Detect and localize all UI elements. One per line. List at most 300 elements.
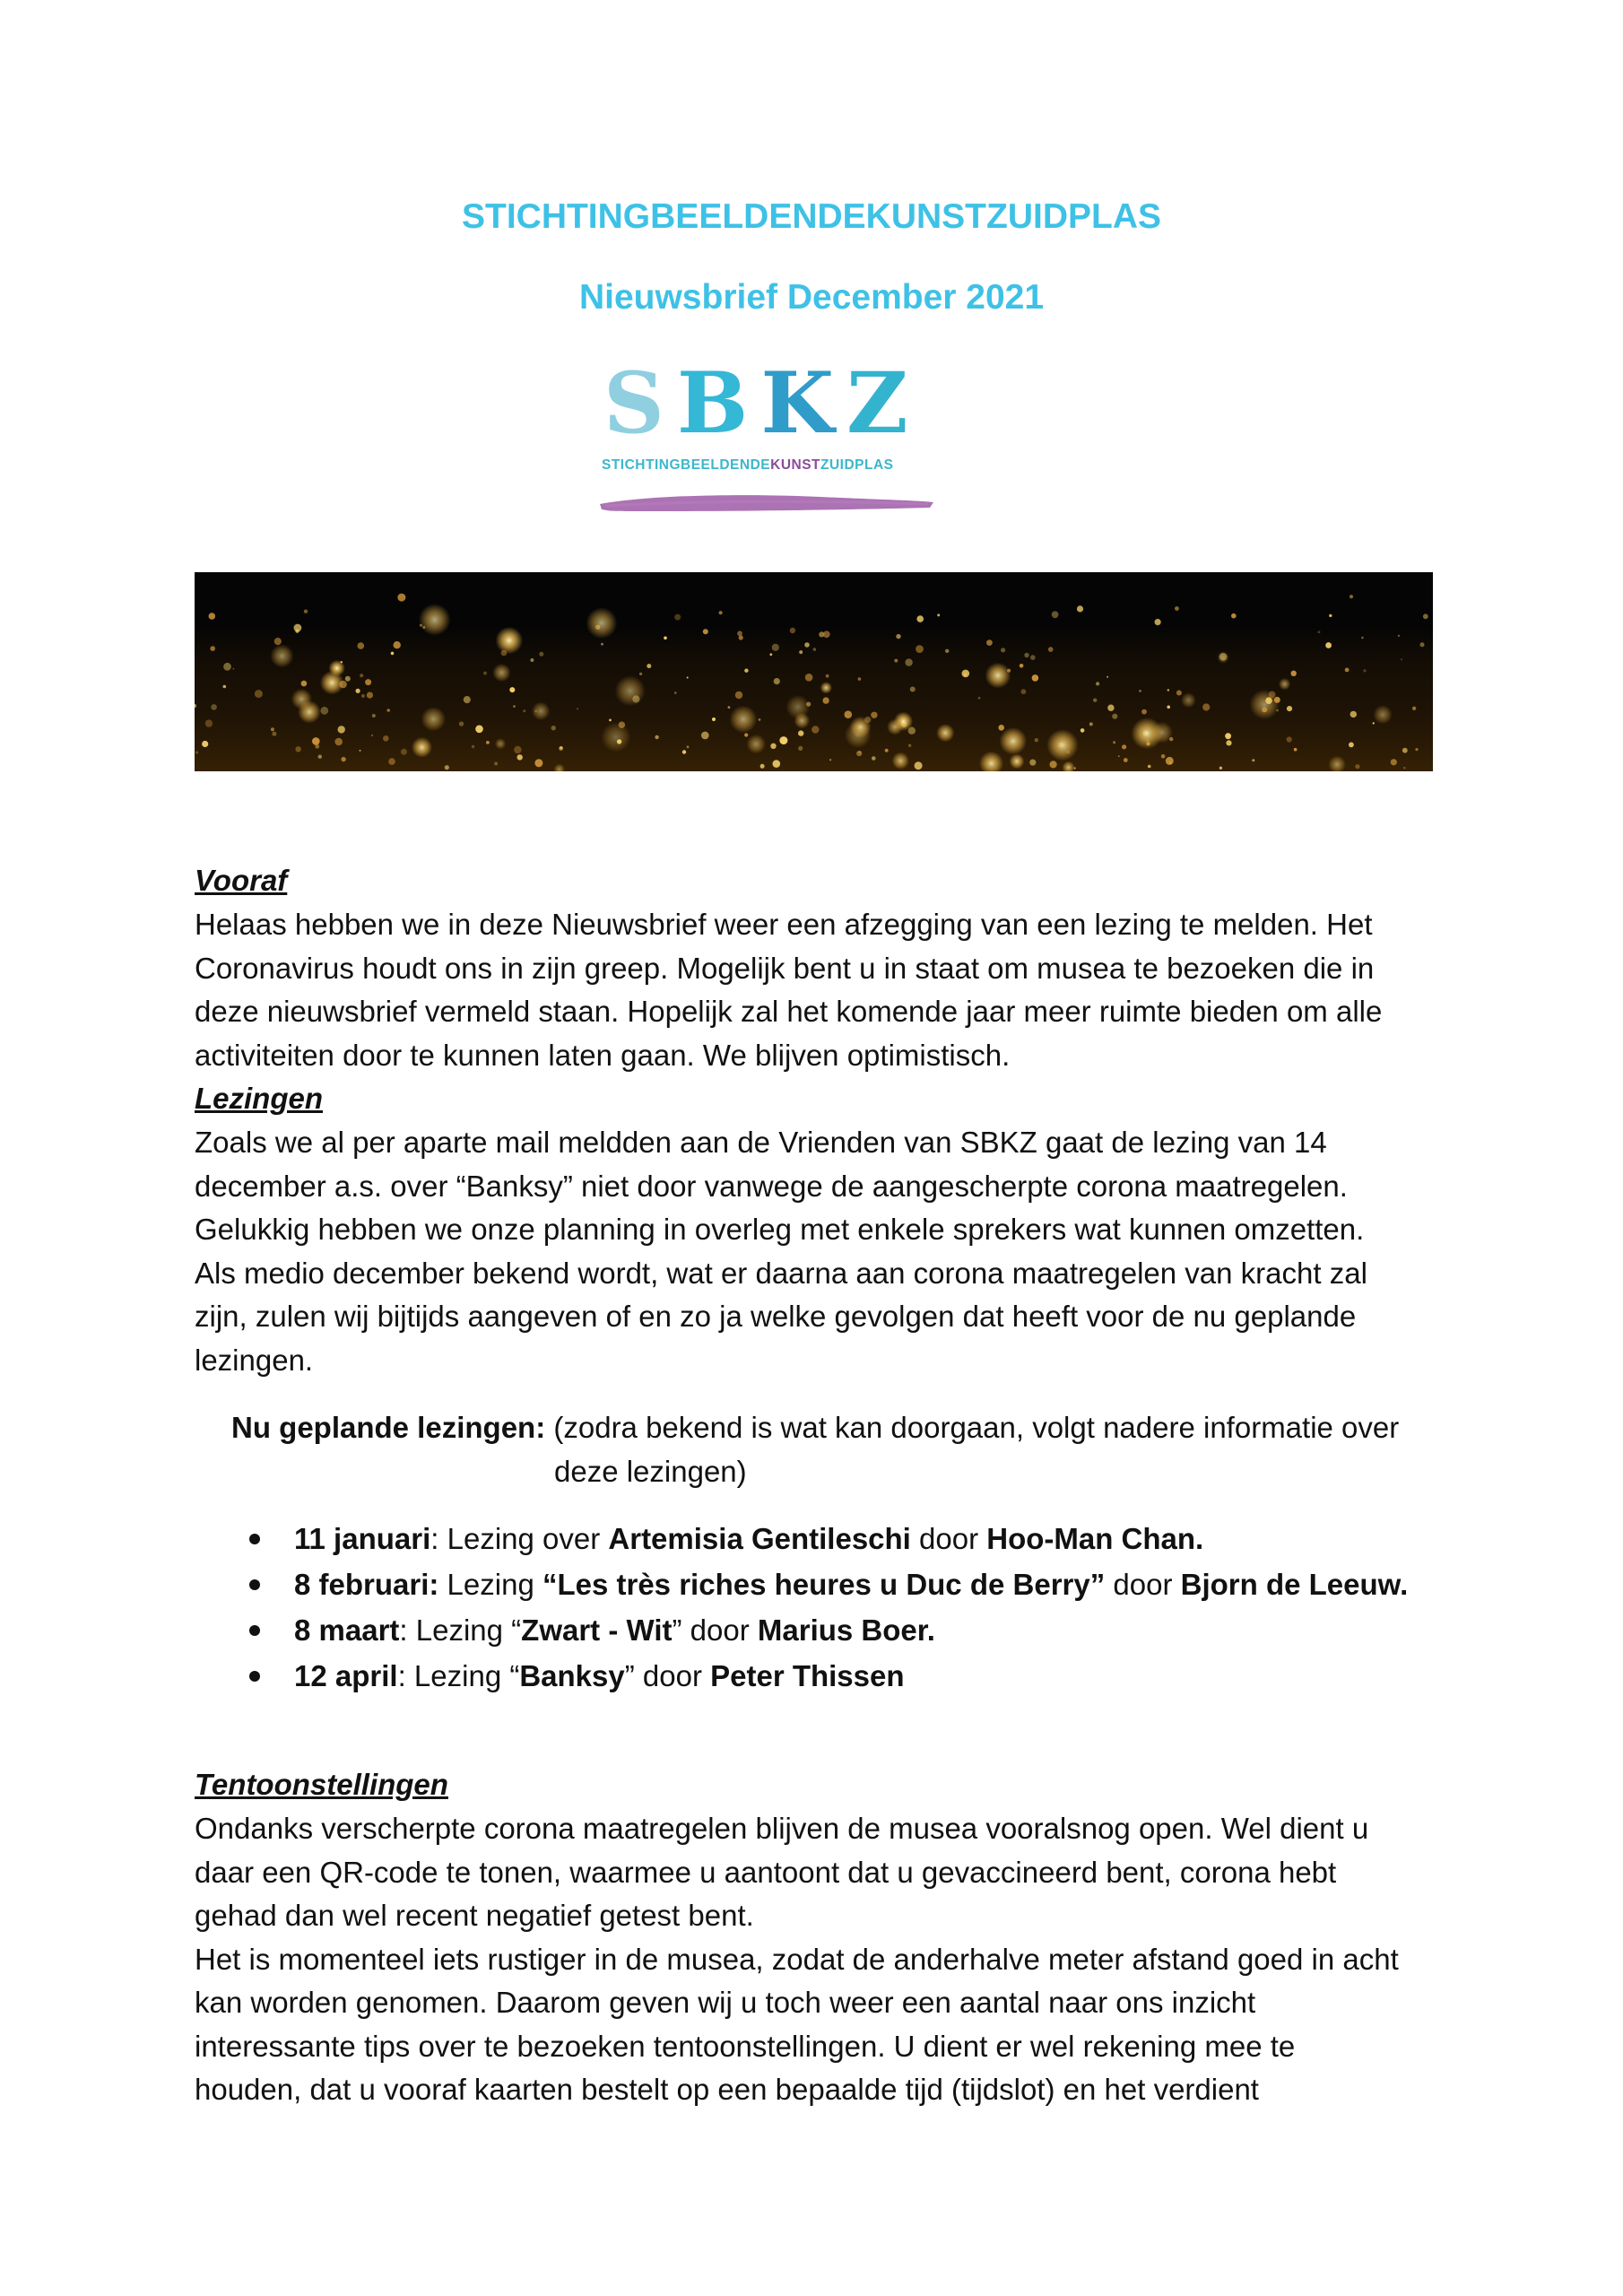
lecture-door: ” door: [672, 1613, 758, 1647]
lecture-speaker: Marius Boer.: [757, 1613, 935, 1647]
sparkle-dot: [910, 687, 916, 692]
sparkle-dot: [1032, 674, 1039, 682]
sparkle-dot: [1089, 722, 1093, 726]
sparkle-dot: [1169, 737, 1173, 741]
lecture-door: door: [1105, 1568, 1181, 1601]
sparkle-dot: [632, 695, 639, 702]
sparkle-dot: [735, 691, 742, 699]
sparkle-dot: [274, 638, 282, 645]
sparkle-dot: [1052, 611, 1059, 618]
sparkle-dot: [937, 613, 940, 616]
sparkle-dot: [1363, 669, 1366, 672]
sparkle-dot: [964, 674, 967, 676]
sparkle-dot: [945, 649, 949, 653]
sparkle-dot: [401, 749, 407, 755]
sparkle-dot: [1048, 647, 1054, 652]
lecture-title: Artemisia Gentileschi: [608, 1522, 911, 1555]
sparkle-dot: [804, 642, 810, 648]
sparkle-dot: [1050, 761, 1057, 768]
sparkle-dot: [1202, 703, 1210, 710]
sparkle-dot: [845, 710, 853, 718]
sparkle-dot: [1219, 653, 1228, 661]
lecture-prefix: Lezing: [447, 1568, 542, 1601]
sparkle-dot: [687, 745, 690, 748]
sparkle-dot: [223, 663, 231, 671]
sparkle-dot: [978, 697, 981, 700]
sparkle-dot: [338, 726, 345, 733]
sparkle-dot: [774, 678, 780, 684]
sparkle-dot: [372, 714, 376, 718]
sparkle-dot: [936, 724, 954, 742]
lecture-separator: :: [397, 1659, 414, 1692]
sparkle-banner-image: [195, 572, 1433, 771]
sparkle-dot: [905, 658, 912, 665]
sparkle-dot: [534, 710, 537, 713]
lecture-prefix: Lezing “: [413, 1659, 520, 1692]
paragraph-line: daar een QR-code te tonen, waarmee u aantoont dat u gevaccineerd bent, corona hebt: [195, 1855, 1337, 1889]
sparkle-dot: [586, 607, 617, 639]
sparkle-dot: [805, 674, 813, 682]
logo-letter-b: B: [676, 354, 761, 453]
sparkle-dot: [394, 641, 401, 648]
sparkle-dot: [1420, 642, 1425, 647]
sparkle-dot: [1077, 605, 1083, 612]
sparkle-dot: [1279, 678, 1290, 690]
sparkle-dot: [1081, 728, 1085, 733]
paragraph-line: Het is momenteel iets rustiger in de musea, zodat de anderhalve meter afstand goed in acht: [195, 1942, 1399, 1976]
sparkle-dot: [421, 707, 446, 731]
planned-lectures-note: (zodra bekend is wat kan doorgaan, volgt nadere informatie over: [545, 1411, 1400, 1444]
sparkle-dot: [703, 629, 708, 634]
sparkle-dot: [301, 681, 308, 687]
sparkle-dot: [779, 736, 787, 744]
sparkle-dot: [615, 675, 646, 706]
bullet-icon: [249, 1534, 260, 1544]
sparkle-dot: [315, 744, 319, 749]
sparkle-dot: [701, 732, 709, 740]
sparkle-dot: [826, 674, 829, 678]
sparkle-dot: [1262, 707, 1267, 712]
sparkle-dot: [209, 613, 216, 620]
lecture-speaker: Bjorn de Leeuw.: [1180, 1568, 1409, 1601]
sparkle-dot: [312, 737, 320, 745]
planned-lectures-label: Nu geplande lezingen:: [231, 1411, 546, 1444]
sparkle-dot: [1122, 744, 1126, 749]
sparkle-dot: [719, 611, 723, 614]
sparkle-dot: [1035, 738, 1038, 742]
sparkle-dot: [1000, 727, 1028, 755]
sparkle-dot: [412, 737, 432, 758]
sparkle-dot: [1317, 631, 1320, 633]
sparkle-dot: [361, 694, 365, 698]
sparkle-dot: [823, 631, 830, 638]
sparkle-dot: [486, 741, 490, 744]
sparkle-dot: [496, 627, 524, 655]
sparkle-dot: [270, 644, 293, 667]
sparkle-dot: [746, 735, 766, 754]
sparkle-dot: [464, 696, 471, 703]
sparkle-dot: [773, 760, 781, 768]
sparkle-dot: [712, 718, 716, 721]
logo-brush-stroke: [596, 490, 937, 517]
sparkle-dot: [798, 730, 803, 735]
logo-letter-k: K: [760, 354, 847, 453]
sparkle-dot: [1361, 637, 1364, 639]
section-heading-lezingen: Lezingen: [195, 1082, 324, 1115]
sparkle-dot: [908, 744, 911, 747]
sparkle-dot: [1176, 691, 1182, 696]
paragraph-line: Helaas hebben we in deze Nieuwsbrief weer een afzegging van een lezing te melden. Het: [195, 908, 1373, 941]
sparkle-dot: [1415, 748, 1418, 751]
sparkle-dot: [871, 712, 877, 718]
sparkle-dot: [639, 673, 642, 675]
lecture-title: Banksy: [519, 1659, 625, 1692]
sparkle-dot: [916, 645, 924, 653]
sparkle-dot: [223, 685, 227, 689]
sparkle-dot: [356, 689, 360, 693]
sparkle-dot: [232, 668, 234, 670]
planned-lectures-intro: [231, 1406, 1399, 1450]
sparkle-dot: [530, 658, 534, 662]
paragraph-line: zijn, zulen wij bijtijds aangeven of en zo ja welke gevolgen dat heeft voor de nu geplande: [195, 1300, 1357, 1333]
sparkle-dot: [539, 652, 543, 657]
paragraph-line: Als medio december bekend wordt, wat er daarna aan corona maatregelen van kracht zal: [195, 1256, 1367, 1290]
sparkle-dot: [210, 646, 215, 651]
lecture-date: 8 februari:: [294, 1568, 439, 1601]
sparkle-dot: [916, 615, 924, 622]
newsletter-organization-title: STICHTINGBEELDENDEKUNSTZUIDPLAS: [461, 197, 1162, 236]
sparkle-dot: [744, 669, 748, 673]
lecture-date: 11 januari: [294, 1522, 431, 1555]
sparkle-dot: [894, 659, 898, 663]
sparkle-dot: [1074, 767, 1076, 769]
sparkle-dot: [1345, 668, 1350, 673]
sparkle-dot: [829, 759, 831, 761]
sparkle-dot: [1118, 755, 1120, 757]
lecture-separator: :: [430, 1522, 447, 1555]
planned-lectures-list: [242, 1516, 1408, 1699]
bullet-icon: [249, 1671, 260, 1682]
sparkle-dot: [388, 758, 395, 765]
sparkle-dot: [682, 750, 686, 753]
logo-caption-part2: KUNST: [770, 457, 821, 473]
sparkle-dot: [894, 712, 913, 731]
sparkle-dot: [1350, 711, 1357, 718]
sparkle-dot: [785, 695, 810, 719]
sparkle-dot: [674, 614, 681, 621]
sparkle-dot: [1167, 706, 1170, 709]
sparkle-dot: [1252, 759, 1254, 761]
paragraph-line: houden, dat u vooraf kaarten bestelt op een bepaalde tijd (tijdslot) en het verdient: [195, 2073, 1259, 2106]
lecture-prefix: Lezing over: [447, 1522, 609, 1555]
paragraph-line: Ondanks verscherpte corona maatregelen blijven de musea vooralsnog open. Wel dient u: [195, 1812, 1369, 1845]
sparkle-dot: [294, 624, 302, 632]
sparkle-dot: [1398, 635, 1400, 637]
sparkle-dot: [195, 751, 198, 753]
sparkle-dot: [1373, 722, 1375, 724]
sparkle-dot: [397, 594, 405, 602]
sparkle-dot: [1141, 709, 1147, 715]
logo-caption-part3: ZUIDPLAS: [820, 457, 894, 473]
sparkle-dot: [1029, 760, 1036, 766]
sparkle-dot: [760, 764, 765, 769]
sparkle-dot: [1265, 697, 1272, 704]
paragraph-line: lezingen.: [195, 1343, 314, 1377]
sparkle-dot: [577, 708, 578, 709]
sparkle-dot: [655, 735, 658, 739]
planned-lectures-note-continued: deze lezingen): [554, 1455, 747, 1488]
sparkle-dot: [1350, 595, 1353, 598]
sparkle-dot: [1155, 619, 1161, 625]
sparkle-dot: [367, 692, 373, 699]
sparkle-dot: [759, 718, 761, 721]
sparkle-dot: [1325, 642, 1332, 648]
sparkle-dot: [320, 671, 344, 695]
sparkle-dot: [445, 765, 449, 770]
sparkle-dot: [856, 751, 862, 756]
sparkle-dot: [820, 682, 832, 693]
sparkle-banner-graphic: [195, 572, 1433, 771]
sparkle-dot: [459, 721, 464, 726]
lecture-prefix: Lezing “: [415, 1613, 522, 1647]
list-item: [242, 1653, 1408, 1699]
sparkle-dot: [619, 722, 625, 728]
sparkle-dot: [1423, 613, 1428, 619]
sparkle-dot: [1287, 706, 1292, 711]
sparkle-dot: [1329, 614, 1332, 617]
sparkle-dot: [985, 663, 1011, 689]
sparkle-dot: [822, 697, 829, 703]
sparkle-dot: [1147, 740, 1149, 742]
sparkle-dot: [1139, 690, 1141, 692]
sparkle-dot: [472, 745, 474, 748]
paragraph-vooraf: [195, 903, 1445, 1077]
sparkle-dot: [1058, 743, 1063, 748]
sparkle-dot: [858, 677, 862, 681]
sparkle-dot: [872, 756, 876, 761]
sparkle-dot: [334, 738, 343, 746]
sparkle-dot: [998, 725, 1004, 731]
paragraph-line: deze nieuwsbrief vermeld staan. Hopelijk zal het komende jaar meer ruimte bieden om alle: [195, 995, 1383, 1028]
lecture-title: Zwart - Wit: [521, 1613, 673, 1647]
lecture-separator: [438, 1568, 447, 1601]
sparkle-dot: [492, 664, 510, 682]
sparkle-dot: [360, 750, 361, 752]
sparkle-dot: [1020, 664, 1024, 668]
lecture-date: 12 april: [294, 1659, 398, 1692]
newsletter-edition-title: Nieuwsbrief December 2021: [578, 278, 1045, 317]
sparkle-dot: [475, 726, 483, 734]
list-item: [242, 1607, 1408, 1653]
sparkle-dot: [986, 639, 993, 646]
sparkle-dot: [1175, 606, 1179, 611]
sparkle-dot: [345, 676, 351, 682]
sparkle-dot: [383, 735, 389, 742]
sparkle-dot: [1373, 705, 1392, 724]
list-item: [242, 1516, 1408, 1561]
paragraph-line: december a.s. over “Banksy” niet door vanwege de aangescherpte corona maatregelen.: [195, 1169, 1348, 1203]
sparkle-dot: [1402, 748, 1408, 753]
list-item: [242, 1561, 1408, 1607]
sparkle-dot: [202, 741, 208, 747]
sparkle-dot: [674, 691, 677, 694]
sparkle-dot: [601, 643, 603, 646]
paragraph-line: gehad dan wel recent negatief getest bent.: [195, 1899, 754, 1932]
sparkle-dot: [1403, 767, 1405, 769]
sparkle-dot: [1225, 733, 1231, 739]
sparkle-dot: [358, 642, 365, 649]
sparkle-dot: [1148, 765, 1151, 769]
sparkle-dot: [391, 652, 395, 656]
sparkle-dot: [601, 722, 630, 752]
sparkle-dot: [422, 626, 425, 629]
sparkle-dot: [1107, 705, 1114, 711]
sparkle-dot: [514, 746, 521, 753]
sparkle-dot: [1349, 743, 1354, 748]
logo-letter-z: Z: [846, 354, 921, 453]
sparkle-dot: [790, 628, 795, 633]
sparkle-dot: [769, 653, 772, 656]
sparkle-dot: [1287, 736, 1292, 742]
sparkle-dot: [1226, 740, 1231, 745]
paragraph-line: Zoals we al per aparte mail meldden aan de Vrienden van SBKZ gaat de lezing van 14: [195, 1126, 1327, 1159]
sparkle-dot: [813, 648, 817, 651]
sparkle-dot: [896, 634, 900, 639]
sparkle-dot: [1093, 699, 1097, 702]
paragraph-line: interessante tips over te bezoeken tentoonstellingen. U dient er wel rekening mee te: [195, 2029, 1296, 2063]
sparkle-dot: [1181, 692, 1196, 708]
sparkle-dot: [728, 706, 731, 709]
sparkle-dot: [687, 677, 689, 679]
sparkle-dot: [1161, 754, 1166, 759]
section-heading-tentoonstellingen: Tentoonstellingen: [195, 1768, 448, 1801]
sparkle-dot: [1066, 751, 1070, 754]
sparkle-dot: [647, 664, 651, 668]
paragraph-tentoonstellingen: [195, 1807, 1445, 2112]
sparkle-dot: [523, 709, 525, 712]
sparkle-dot: [320, 707, 328, 715]
sbkz-logo: [578, 323, 964, 547]
sparkle-dot: [1166, 757, 1174, 765]
sparkle-dot: [1030, 655, 1036, 660]
lecture-date: 8 maart: [294, 1613, 400, 1647]
sparkle-dot: [211, 704, 217, 710]
lecture-title: “Les très riches heures u Duc de Berry”: [542, 1568, 1106, 1601]
sparkle-dot: [1167, 689, 1169, 691]
sparkle-dot: [737, 631, 742, 636]
sparkle-dot: [509, 687, 515, 692]
sparkle-dot: [772, 644, 779, 651]
lecture-separator: :: [399, 1613, 416, 1647]
sparkle-dot: [494, 761, 498, 765]
sparkle-dot: [1391, 759, 1397, 765]
lecture-door: ” door: [624, 1659, 711, 1692]
sparkle-dot: [799, 650, 803, 654]
sparkle-dot: [1401, 658, 1402, 660]
sparkle-dot: [272, 732, 276, 736]
sparkle-dot: [1096, 682, 1099, 685]
sparkle-dot: [739, 635, 743, 639]
sparkle-dot: [298, 700, 321, 724]
paragraph-lezingen: [195, 1121, 1445, 1382]
bullet-icon: [249, 1579, 260, 1590]
sparkle-dot: [1294, 748, 1298, 752]
sparkle-dot: [617, 739, 621, 744]
sparkle-dot: [1355, 764, 1359, 769]
lecture-speaker: Peter Thissen: [710, 1659, 905, 1692]
sparkle-dot: [419, 604, 451, 636]
sparkle-dot: [730, 706, 758, 734]
sparkle-dot: [798, 746, 803, 751]
logo-caption: [602, 457, 894, 474]
sparkle-dot: [885, 749, 889, 752]
sparkle-dot: [1113, 741, 1115, 744]
sparkle-dot: [1291, 671, 1297, 676]
sparkle-dot: [255, 690, 263, 698]
sparkle-dot: [770, 744, 776, 749]
sparkle-dot: [1274, 697, 1280, 703]
sparkle-dot: [1021, 689, 1027, 694]
sparkle-dot: [609, 719, 612, 722]
sparkle-dot: [513, 705, 516, 708]
bullet-icon: [249, 1625, 260, 1636]
lecture-door: door: [910, 1522, 987, 1555]
lecture-speaker: Hoo-Man Chan.: [986, 1522, 1204, 1555]
sparkle-dot: [532, 702, 551, 721]
paragraph-line: Gelukkig hebben we onze planning in overleg met enkele sprekers wat kunnen omzetten.: [195, 1213, 1365, 1246]
sparkle-dot: [1169, 761, 1171, 763]
sparkle-dot: [664, 637, 667, 640]
sparkle-dot: [1412, 707, 1416, 710]
sparkle-dot: [495, 738, 506, 749]
sparkle-dot: [304, 610, 308, 613]
paragraph-line: Coronavirus houdt ons in zijn greep. Mogelijk bent u in staat om musea te bezoeken die in: [195, 951, 1375, 985]
sparkle-dot: [1024, 653, 1028, 657]
logo-letters: [603, 354, 921, 453]
sparkle-dot: [812, 726, 819, 733]
sparkle-dot: [1010, 753, 1025, 769]
sparkle-dot: [365, 679, 371, 685]
sparkle-dot: [1112, 714, 1117, 719]
logo-caption-part1: STICHTINGBEELDENDE: [602, 457, 771, 473]
sparkle-dot: [386, 709, 390, 712]
sparkle-dot: [850, 717, 872, 738]
sparkle-dot: [1276, 709, 1279, 712]
sparkle-dot: [205, 719, 213, 726]
paragraph-line: activiteiten door te kunnen laten gaan. We blijven optimistisch.: [195, 1038, 1011, 1072]
sparkle-dot: [551, 726, 556, 730]
sparkle-dot: [1124, 758, 1128, 762]
sparkle-dot: [318, 755, 322, 759]
sparkle-dot: [295, 746, 300, 752]
sparkle-dot: [915, 761, 923, 770]
sparkle-dot: [1132, 718, 1163, 749]
sparkle-dot: [892, 752, 909, 770]
sparkle-dot: [271, 727, 274, 731]
sparkle-dot: [559, 746, 563, 751]
sparkle-dot: [341, 757, 345, 761]
paragraph-line: kan worden genomen. Daarom geven wij u toch weer een aantal naar ons inzicht: [195, 1986, 1256, 2019]
logo-letter-s: S: [603, 354, 677, 453]
sparkle-dot: [360, 674, 363, 677]
sparkle-dot: [1231, 613, 1237, 619]
sparkle-dot: [483, 672, 487, 675]
sparkle-dot: [371, 735, 373, 736]
sparkle-dot: [517, 754, 523, 760]
sparkle-dot: [534, 759, 542, 767]
sparkle-dot: [1001, 648, 1005, 652]
section-heading-vooraf: Vooraf: [195, 864, 288, 897]
